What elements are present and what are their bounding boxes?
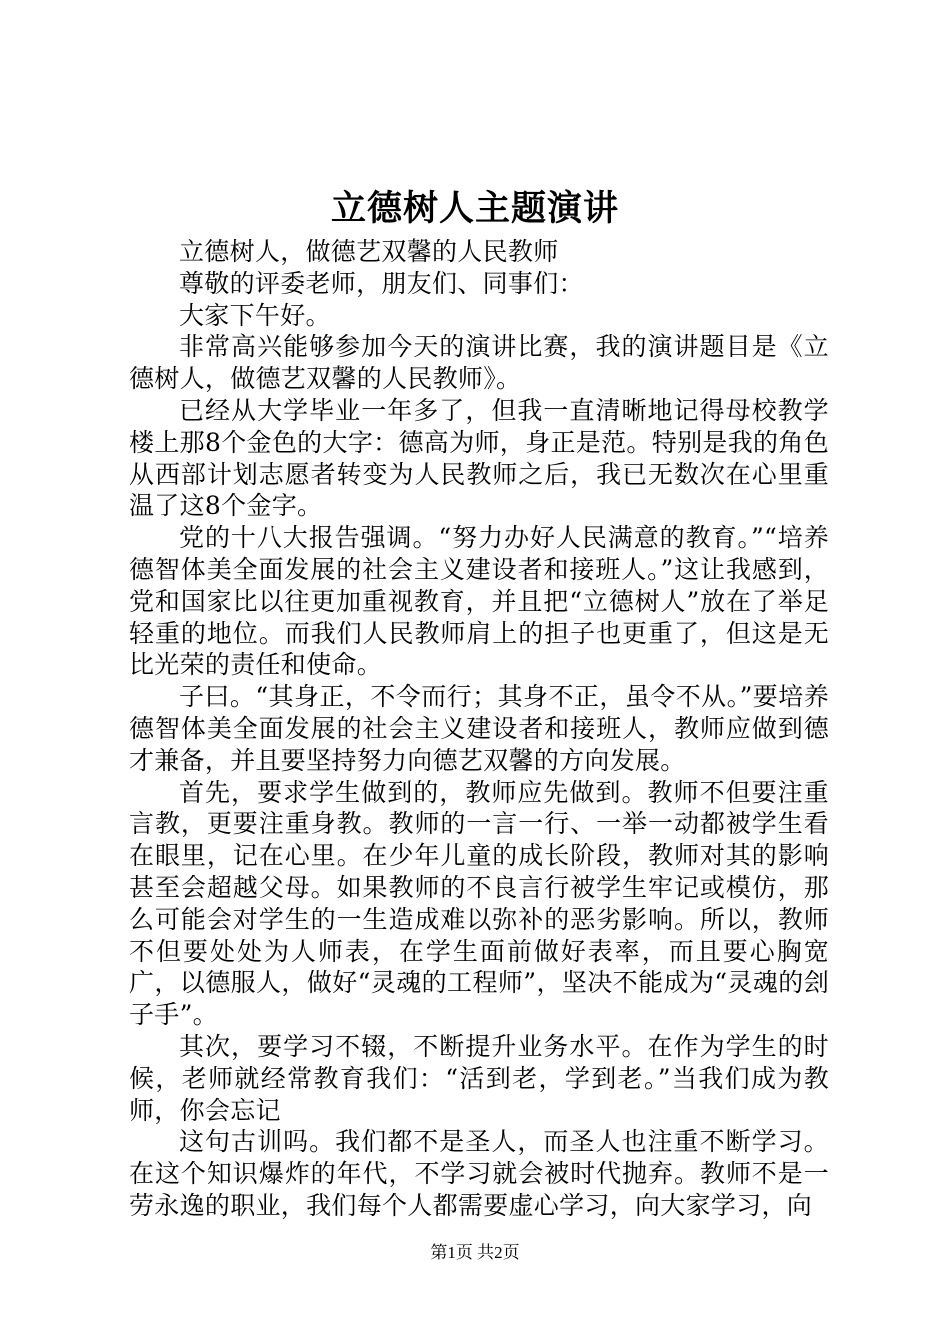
paragraph: 非常高兴能够参加今天的演讲比赛，我的演讲题目是《立德树人，做德艺双馨的人民教师》。: [129, 332, 829, 394]
paragraph: 首先，要求学生做到的，教师应先做到。教师不但要注重言教，更要注重身教。教师的一言一行、一举一动都被学生看在眼里，记在心里。在少年儿童的成长阶段，教师对其的影响甚至会超越父母。如果教师的不良言行被学生牢记或模仿，那么可能会对学生的一生造成难以弥补的恶劣影响。所以，教师不但要处处为人师表，在学生面前做好表率，而且要心胸宽广，以德服人，做好“灵魂的工程师”，坚决不能成为“灵魂的刽子手”。: [129, 777, 829, 1030]
paragraph: 这句古训吗。我们都不是圣人，而圣人也注重不断学习。在这个知识爆炸的年代，不学习就会被时代抛弃。教师不是一劳永逸的职业，我们每个人都需要虚心学习，向大家学习，向: [129, 1127, 829, 1220]
document-title: 立德树人主题演讲: [330, 188, 619, 229]
paragraph: 党的十八大报告强调。“努力办好人民满意的教育。”“培养德智体美全面发展的社会主义建设者和接班人。”这让我感到，党和国家比以往更加重视教育，并且把“立德树人”放在了举足轻重的地位。而我们人民教师肩上的担子也更重了，但这是无比光荣的责任和使命。: [129, 523, 829, 680]
paragraph-subtitle: 立德树人，做德艺双馨的人民教师: [179, 237, 559, 266]
document-body: [129, 236, 829, 1222]
paragraph: 其次，要学习不辍，不断提升业务水平。在作为学生的时候，老师就经常教育我们：“活到老，学到老。”当我们成为教师，你会忘记: [129, 1031, 829, 1125]
paragraph: 子曰。“其身正，不令而行；其身不正，虽令不从。”要培养德智体美全面发展的社会主义建设者和接班人，教师应做到德才兼备，并且要坚持努力向德艺双馨的方向发展。: [129, 682, 829, 775]
paragraph: 已经从大学毕业一年多了，但我一直清晰地记得母校教学楼上那8个金色的大字：德高为师，身正是范。特别是我的角色从西部计划志愿者转变为人民教师之后，我已无数次在心里重温了这8个金字。: [129, 395, 829, 521]
paragraph-salutation: 尊敬的评委老师，朋友们、同事们：: [179, 268, 584, 298]
page-number-footer: 第1页 共2页: [430, 1243, 520, 1262]
paragraph-greeting: 大家下午好。: [179, 300, 331, 330]
